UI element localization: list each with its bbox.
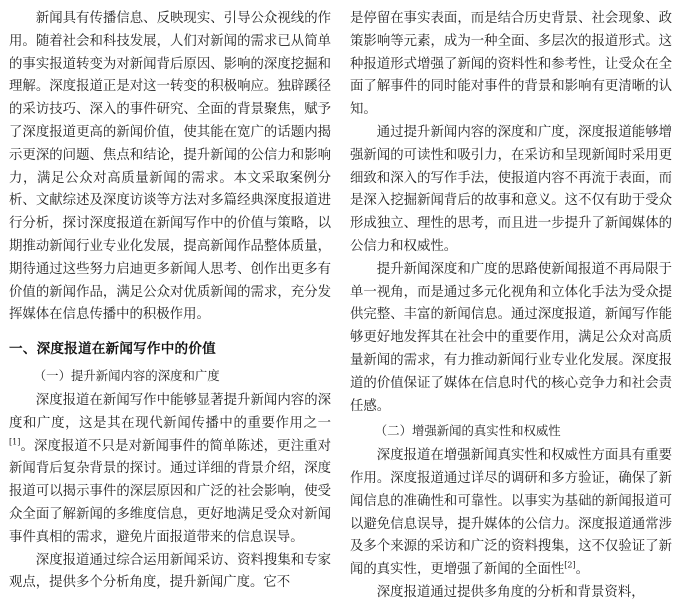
citation-ref: [2] xyxy=(564,560,576,570)
subsection-heading: （二）增强新闻的真实性和权威性 xyxy=(374,423,561,439)
paragraph-text: 。 xyxy=(575,562,589,578)
left-column xyxy=(9,8,331,595)
paragraph-text: 深度报道在新闻写作中能够显著提升新闻内容的深度和广度，这是其在现代新闻传播中的重要作用之一 xyxy=(9,392,331,431)
citation-ref: [1] xyxy=(9,437,21,447)
body-paragraph: 提升新闻深度和广度的思路使新闻报道不再局限于单一视角，而是通过多元化视角和立体化手法为受众提供完整、丰富的新闻信息。通过深度报道，新闻写作能够更好地发挥其在社会中的重要作用，满足公众对高质量新闻的需求，有力推动新闻行业专业化发展。深度报道的价值保证了媒体在信息时代的核心竞争力和社会责任感。 xyxy=(350,261,672,414)
body-paragraph-continued: 是停留在事实表面，而是结合历史背景、社会现象、政策影响等元素，成为一种全面、多层次的报道形式。这种报道形式增强了新闻的资料性和参考性，让受众在全面了解事件的同时能对事件的背景和影响有更清晰的认知。 xyxy=(350,11,672,118)
body-paragraph xyxy=(9,390,331,550)
body-paragraph: 深度报道通过综合运用新闻采访、资料搜集和专家观点，提供多个分析角度，提升新闻广度。它不 xyxy=(9,552,331,591)
paragraph-text: 。深度报道不只是对新闻事件的简单陈述，更注重对新闻背后复杂背景的探讨。通过详细的背景介绍，深度报道可以揭示事件的深层原因和广泛的社会影响，使受众全面了解新闻的多维度信息，更好地满足受众对新闻事件真相的需求，避免片面报道带来的信息误导。 xyxy=(9,438,331,545)
intro-paragraph: 新闻具有传播信息、反映现实、引导公众视线的作用。随着社会和科技发展，人们对新闻的需求已从简单的事实报道转变为对新闻背后原因、影响的深度挖掘和理解。深度报道正是对这一转变的积极响应。独辟蹊径的采访技巧、深入的事件研究、全面的背景聚焦，赋予了深度报道更高的新闻价值，使其能在宽广的话题内揭示更深的问题、焦点和结论，提升新闻的公信力和影响力，满足公众对高质量新闻的需求。本文采取案例分析、文献综述及深度访谈等方法对多篇经典深度报道进行分析，探讨深度报道在新闻写作中的价值与策略，以期推动新闻行业专业化发展，提高新闻作品整体质量，期待通过这些努力启迪更多新闻人思考、创作出更多有价值的新闻作品，满足公众对优质新闻的需求，充分发挥媒体在信息传播中的积极作用。 xyxy=(9,11,331,323)
subsection-heading: （一）提升新闻内容的深度和广度 xyxy=(33,368,220,384)
paragraph-text: 深度报道在增强新闻真实性和权威性方面具有重要作用。深度报道通过详尽的调研和多方验证，确保了新闻信息的准确性和可靠性。以事实为基础的新闻报道可以避免信息误导，提升媒体的公信力。深度报道通常涉及多个来源的采访和广泛的资料搜集，这不仅验证了新闻的真实性，更增强了新闻的全面性 xyxy=(350,448,672,578)
body-paragraph: 通过提升新闻内容的深度和广度，深度报道能够增强新闻的可读性和吸引力，在采访和呈现新闻时采用更细致和深入的写作手法，使报道内容不再流于表面，而是深入挖掘新闻背后的故事和意义。这不仅有助于受众形成独立、理性的思考，而且进一步提升了新闻媒体的公信力和权威性。 xyxy=(350,124,672,254)
body-paragraph: 深度报道通过提供多角度的分析和背景资料， xyxy=(376,584,645,600)
body-paragraph xyxy=(350,445,672,582)
right-column xyxy=(350,8,672,605)
section-heading: 一、深度报道在新闻写作中的价值 xyxy=(9,341,216,358)
